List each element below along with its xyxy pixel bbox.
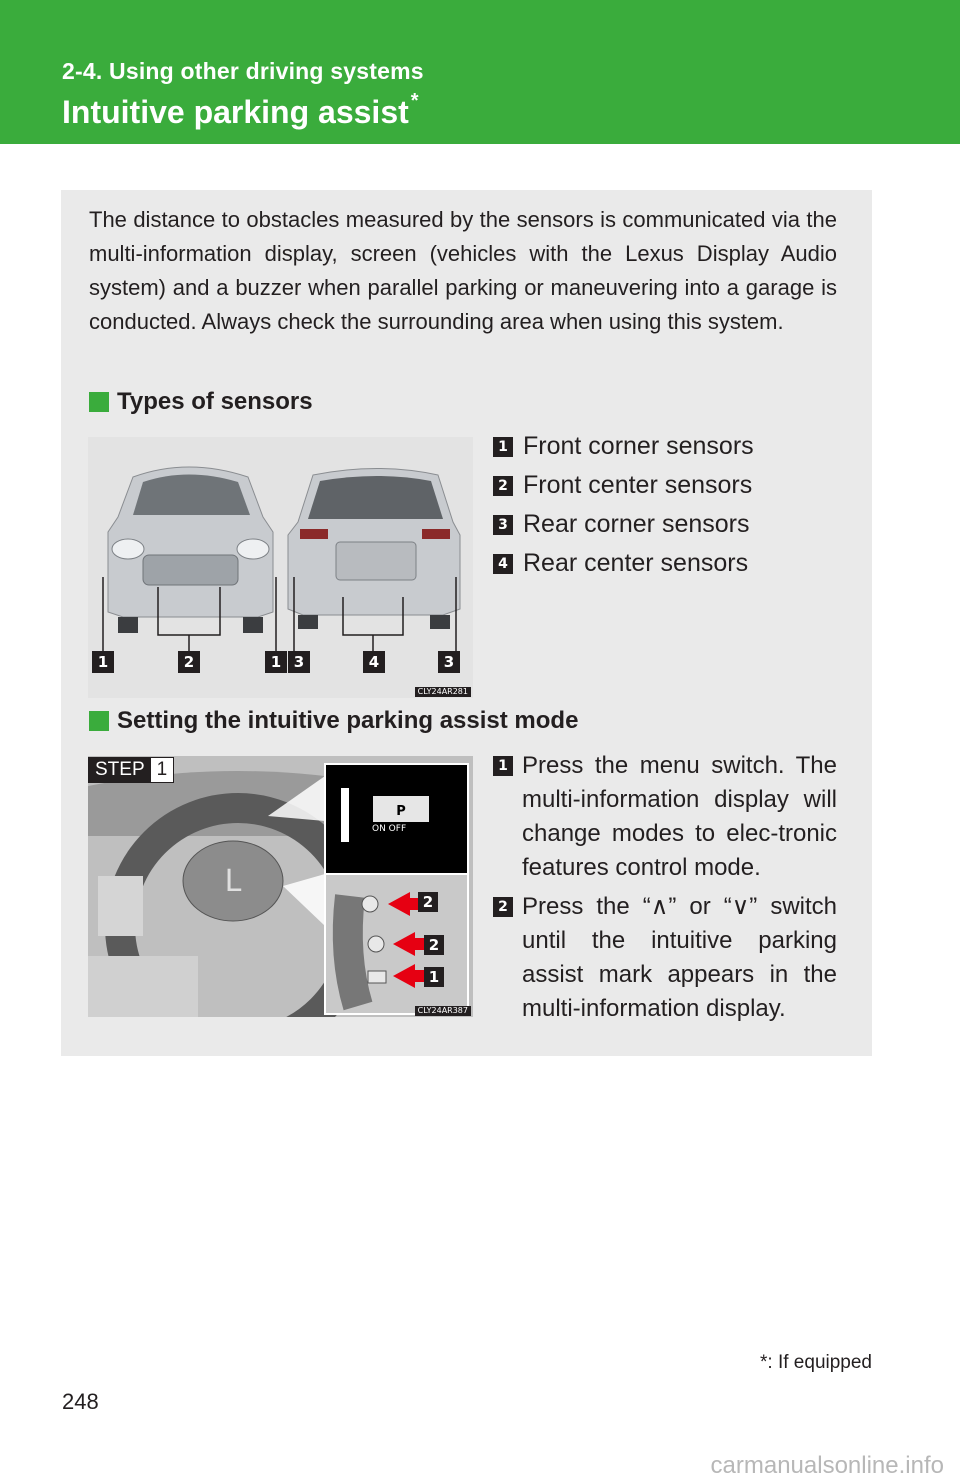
- number-badge: 1: [493, 756, 513, 776]
- sensors-heading-text: Types of sensors: [117, 388, 313, 415]
- legend-item: [493, 471, 752, 500]
- step-badge: [88, 757, 174, 783]
- callout-rear-corner-right: 3: [438, 651, 460, 673]
- callout-front-center: 2: [178, 651, 200, 673]
- legend-label: Rear corner sensors: [523, 510, 750, 538]
- footnote: *: If equipped: [760, 1352, 872, 1373]
- number-badge: 3: [493, 515, 513, 535]
- legend-label: Rear center sensors: [523, 549, 749, 577]
- callout-front-corner-left: 1: [92, 651, 114, 673]
- watermark: carmanualsonline.info: [710, 1452, 944, 1479]
- instruction-text: Press the menu switch. The multi-information display will change modes to elec-tronic features control mode.: [522, 752, 837, 881]
- figure-code: CLY24AR387: [415, 1006, 471, 1016]
- square-bullet-icon: [89, 711, 109, 731]
- number-badge: 2: [493, 476, 513, 496]
- instruction-item: [493, 749, 837, 885]
- callout-up-switch: 2: [418, 892, 438, 912]
- legend-item: [493, 510, 749, 539]
- number-badge: 1: [493, 437, 513, 457]
- title-asterisk: *: [410, 90, 419, 112]
- callout-rear-corner-left: 3: [288, 651, 310, 673]
- svg-text:L: L: [224, 864, 242, 899]
- sensors-figure: [88, 437, 473, 698]
- number-badge: 4: [493, 554, 513, 574]
- page-title-text: Intuitive parking assist: [62, 94, 409, 130]
- sensors-heading: [89, 388, 313, 416]
- section-label: 2-4. Using other driving systems: [62, 58, 424, 84]
- svg-text:P: P: [396, 804, 406, 819]
- number-badge: 2: [493, 897, 513, 917]
- callout-front-corner-right: 1: [265, 651, 287, 673]
- callout-menu-switch: 1: [424, 967, 444, 987]
- legend-item: [493, 432, 754, 461]
- step-number: 1: [151, 758, 174, 782]
- square-bullet-icon: [89, 392, 109, 412]
- mode-heading: [89, 707, 578, 735]
- legend-label: Front center sensors: [523, 471, 753, 499]
- cockpit-figure: [88, 756, 473, 1017]
- figure-code: CLY24AR281: [415, 687, 471, 697]
- instruction-text: Press the “∧” or “∨” switch until the intuitive parking assist mark appears in the multi-information display.: [522, 893, 837, 1022]
- step-label: STEP: [89, 758, 151, 782]
- mode-heading-text: Setting the intuitive parking assist mode: [117, 707, 579, 734]
- intro-paragraph: The distance to obstacles measured by the sensors is communicated via the multi-information display, screen (vehicles with the Lexus Display Audio system) and a buzzer when parallel parking or maneuvering into a garage is conducted. Always check the surrounding area when using this system.: [89, 207, 837, 334]
- legend-item: [493, 549, 748, 578]
- display-readout: ON OFF: [372, 824, 407, 834]
- instruction-item: [493, 890, 837, 1026]
- page-title: [62, 90, 419, 131]
- callout-rear-center: 4: [363, 651, 385, 673]
- legend-label: Front corner sensors: [523, 432, 754, 460]
- callout-down-switch: 2: [424, 935, 444, 955]
- page-number: 248: [62, 1389, 99, 1414]
- steering-wheel-illustration: [88, 756, 473, 1017]
- page-header: [0, 0, 960, 144]
